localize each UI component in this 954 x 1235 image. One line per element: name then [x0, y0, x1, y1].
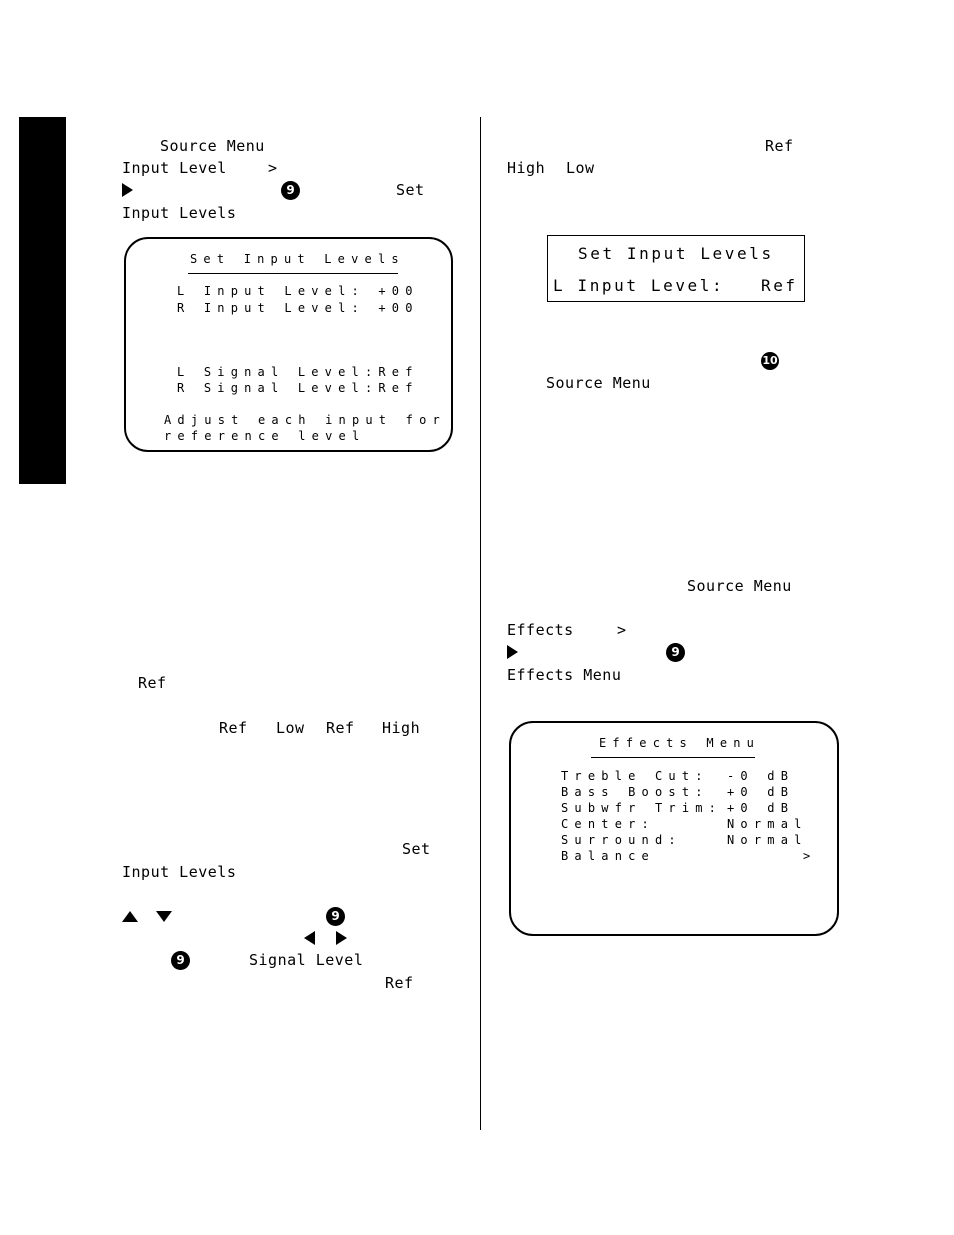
effects-row-value: Normal [727, 817, 808, 831]
source-menu-label-right-2: Source Menu [687, 577, 792, 595]
effects-row-label: Bass Boost: [561, 785, 709, 799]
osd-r-input-level: R Input Level: +00 [177, 301, 419, 315]
effects-label: Effects [507, 621, 574, 639]
effects-row-value: > [803, 849, 817, 863]
front-panel-display [547, 235, 805, 302]
osd-effects-menu [509, 721, 839, 936]
high-label-right: High [507, 159, 546, 177]
ref-label-4: Ref [385, 974, 414, 992]
effects-row-value: Normal [727, 833, 808, 847]
step-9-icon-2: 9 [326, 907, 345, 926]
section-tab-marker [19, 117, 66, 484]
effects-row-label: Subwfr Trim: [561, 801, 723, 815]
effects-menu-label: Effects Menu [507, 666, 622, 684]
set-label: Set [396, 181, 425, 199]
arrow-down-icon [156, 911, 172, 922]
low-label: Low [276, 719, 305, 737]
step-9-icon: 9 [281, 181, 300, 200]
osd-title-underline [188, 273, 398, 274]
osd-l-input-level: L Input Level: +00 [177, 284, 419, 298]
input-levels-label: Input Levels [122, 204, 237, 222]
osd-set-input-levels [124, 237, 453, 452]
source-menu-label: Source Menu [160, 137, 265, 155]
effects-row-value: -0 dB [727, 769, 795, 783]
osd-effects-title: Effects Menu [599, 736, 761, 750]
osd-title: Set Input Levels [190, 252, 405, 266]
submenu-arrow-text-right: > [617, 621, 627, 639]
input-level-label: Input Level [122, 159, 227, 177]
ref-label-2: Ref [219, 719, 248, 737]
play-right-icon-2 [507, 645, 518, 659]
effects-row-label: Balance [561, 849, 655, 863]
signal-level-label: Signal Level [249, 951, 364, 969]
ref-label-right: Ref [765, 137, 794, 155]
effects-row-label: Treble Cut: [561, 769, 709, 783]
osd-effects-title-underline [591, 757, 755, 758]
arrow-left-icon [304, 931, 315, 945]
osd-help-line-2: reference level [164, 429, 366, 443]
osd-l-signal-level: L Signal Level:Ref [177, 365, 419, 379]
high-label: High [382, 719, 421, 737]
effects-row-value: +0 dB [727, 801, 795, 815]
source-menu-label-right: Source Menu [546, 374, 651, 392]
osd-help-line-1: Adjust each input for [164, 413, 446, 427]
effects-row-value: +0 dB [727, 785, 795, 799]
step-10-icon: 10 [761, 352, 779, 370]
column-divider [480, 117, 481, 1130]
osd-r-signal-level: R Signal Level:Ref [177, 381, 419, 395]
low-label-right: Low [566, 159, 595, 177]
ref-label: Ref [138, 674, 167, 692]
effects-row-label: Center: [561, 817, 655, 831]
step-9-icon-3: 9 [171, 951, 190, 970]
arrow-up-icon [122, 911, 138, 922]
arrow-right-icon [336, 931, 347, 945]
set-label-2: Set [402, 840, 431, 858]
input-levels-label-2: Input Levels [122, 863, 237, 881]
step-9-icon-4: 9 [666, 643, 685, 662]
display-line-2: L Input Level: Ref [553, 276, 798, 295]
submenu-arrow-text: > [268, 159, 278, 177]
effects-row-label: Surround: [561, 833, 682, 847]
play-right-icon [122, 183, 133, 197]
ref-label-3: Ref [326, 719, 355, 737]
display-line-1: Set Input Levels [578, 244, 774, 263]
